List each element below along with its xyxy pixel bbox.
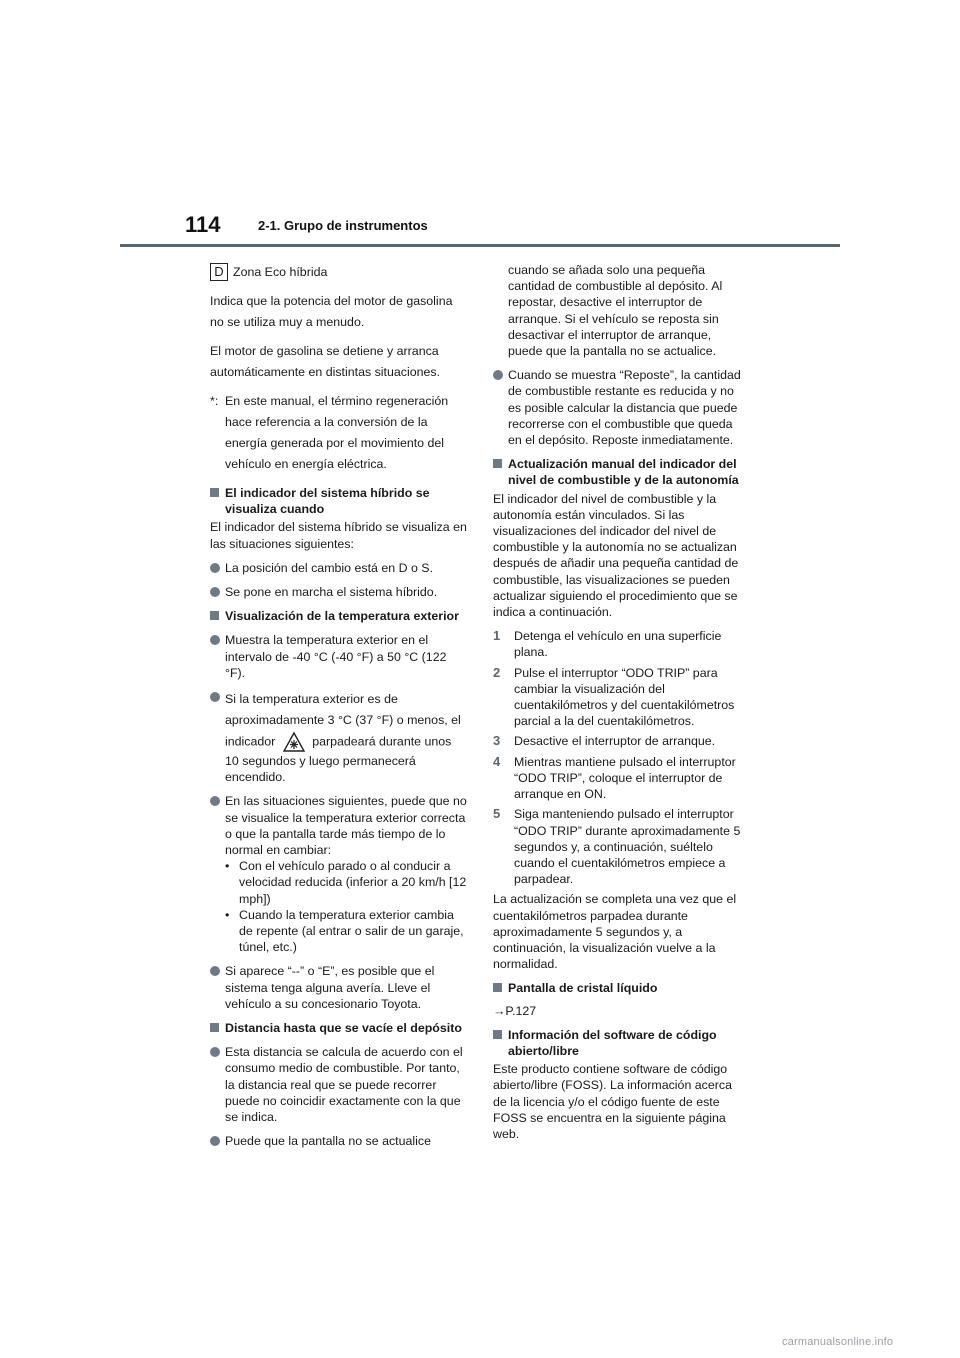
section-heading: Pantalla de cristal líquido: [493, 980, 749, 996]
square-bullet-icon: [210, 1023, 219, 1032]
square-bullet-icon: [493, 459, 502, 468]
header-rule: [120, 244, 840, 247]
callout-letter-d: D: [210, 263, 228, 281]
sub-item: • Con el vehículo parado o al conducir a velocidad reducida (inferior a 20 km/h [12 mph]): [225, 859, 467, 906]
round-bullet-icon: [210, 563, 220, 573]
round-bullet-icon: [493, 370, 503, 380]
section-heading: Información del software de código abierto/libre: [493, 1027, 749, 1059]
list-item: Si aparece “--” o “E”, es posible que el sistema tenga alguna avería. Lleve el vehículo a su concesionario Toyota.: [210, 963, 468, 1012]
round-bullet-icon: [210, 1047, 220, 1057]
sub-item: • Cuando la temperatura exterior cambia de repente (al entrar o salir de un garaje, túnel, etc.): [225, 907, 464, 955]
round-bullet-icon: [210, 796, 220, 806]
right-column: [493, 262, 749, 1150]
list-item: Muestra la temperatura exterior en el intervalo de -40 °C (-40 °F) a 50 °C (122 °F).: [210, 632, 468, 681]
paragraph: Este producto contiene software de código abierto/libre (FOSS). La información acerca de la licencia y/o el código fuente de este FOSS se encuentra en la siguiente página web.: [493, 1062, 732, 1141]
ice-warning-icon: [283, 731, 305, 753]
square-bullet-icon: [493, 1030, 502, 1039]
round-bullet-icon: [210, 692, 220, 702]
footnote-mark: *:: [210, 394, 219, 408]
footnote-text: En este manual, el término regeneración hace referencia a la conversión de la energía generada por el movimiento del vehículo en energía eléctrica.: [225, 394, 449, 471]
list-item: La posición del cambio está en D o S.: [210, 560, 468, 576]
section-heading: Distancia hasta que se vacíe el depósito: [210, 1020, 468, 1036]
step-item: 5 Siga manteniendo pulsado el interruptor “ODO TRIP” durante aproximadamente 5 segundos y, a continuación, suéltelo cuando el cuentakilómetros empiece a parpadear.: [493, 806, 741, 887]
page-number: 114: [185, 212, 221, 237]
watermark: carmanualsonline.info: [782, 1336, 894, 1348]
list-item: Se pone en marcha el sistema híbrido.: [210, 584, 468, 600]
zone-title: [210, 262, 468, 283]
round-bullet-icon: [210, 635, 220, 645]
paragraph: La actualización se completa una vez que el cuentakilómetros parpadea durante aproximadamente 5 segundos y, a continuación, la visualización vuelve a la normalidad.: [493, 892, 737, 972]
footnote: [210, 391, 468, 475]
square-bullet-icon: [493, 983, 502, 992]
round-bullet-icon: [210, 1136, 220, 1146]
round-bullet-icon: [210, 587, 220, 597]
step-item: 2 Pulse el interruptor “ODO TRIP” para cambiar la visualización del cuentakilómetros y del cuentakilómetros parcial a la del cuentakilómetros.: [493, 664, 735, 729]
list-item: Esta distancia se calcula de acuerdo con el consumo medio de combustible. Por tanto, la distancia real que se puede recorrer puede no coincidir exactamente con la que se indica.: [210, 1044, 468, 1125]
left-column: [210, 262, 468, 1158]
square-bullet-icon: [210, 488, 219, 497]
step-item: 4 Mientras mantiene pulsado el interruptor “ODO TRIP”, coloque el interruptor de arranque en ON.: [493, 753, 736, 802]
paragraph: El indicador del sistema híbrido se visualiza en las situaciones siguientes:: [210, 520, 467, 551]
paragraph: El indicador del nivel de combustible y la autonomía están vinculados. Si las visualizaciones del indicador del nivel de combustible y la autonomía no se actualizan después de añadir una pequeña cantidad de combustible, las visualizaciones se pueden actualizar siguiendo el procedimiento que se indica a continuación.: [493, 491, 739, 620]
section-heading: Visualización de la temperatura exterior: [210, 608, 468, 624]
section-heading: El indicador del sistema híbrido se visualiza cuando: [210, 485, 468, 517]
paragraph: cuando se añada solo una pequeña cantidad de combustible al depósito. Al repostar, desactive el interruptor de arranque. Si el vehículo se reposta sin desactivar el interruptor de arranque, puede que la pantalla no se actualice.: [508, 263, 723, 359]
step-item: 1 Detenga el vehículo en una superficie plana.: [493, 628, 722, 660]
page-reference: →P.127: [493, 1003, 537, 1018]
list-item: Puede que la pantalla no se actualice: [210, 1133, 468, 1149]
section-title: 2-1. Grupo de instrumentos: [258, 218, 428, 233]
square-bullet-icon: [210, 611, 219, 620]
paragraph: El motor de gasolina se detiene y arranca automáticamente en distintas situaciones.: [210, 344, 441, 379]
zone-title-text: Zona Eco híbrida: [233, 265, 328, 279]
list-item: Si la temperatura exterior es de aproximadamente 3 °C (37 °F) o menos, el indicador parpadeará durante unos 10 segundos y luego permanecerá encendido.: [210, 689, 468, 785]
step-item: 3 Desactive el interruptor de arranque.: [493, 733, 716, 749]
paragraph: Indica que la potencia del motor de gasolina no se utiliza muy a menudo.: [210, 294, 453, 329]
section-heading: Actualización manual del indicador del nivel de combustible y de la autonomía: [493, 456, 749, 488]
list-item: Cuando se muestra “Reposte”, la cantidad de combustible restante es reducida y no es posible calcular la distancia que puede recorrerse con el combustible que queda en el depósito. Reposte inmediatamente.: [493, 367, 749, 448]
round-bullet-icon: [210, 966, 220, 976]
list-item: En las situaciones siguientes, puede que no se visualice la temperatura exterior correcta o que la pantalla tarde más tiempo de lo normal en cambiar: • Con el vehículo parado o al conducir a velocidad reducida (inferior a 20 km/h [12 mph]) • Cuando la temperatura exterior cambia de repente (al entrar o salir de un garaje, túnel, etc.): [210, 793, 468, 955]
